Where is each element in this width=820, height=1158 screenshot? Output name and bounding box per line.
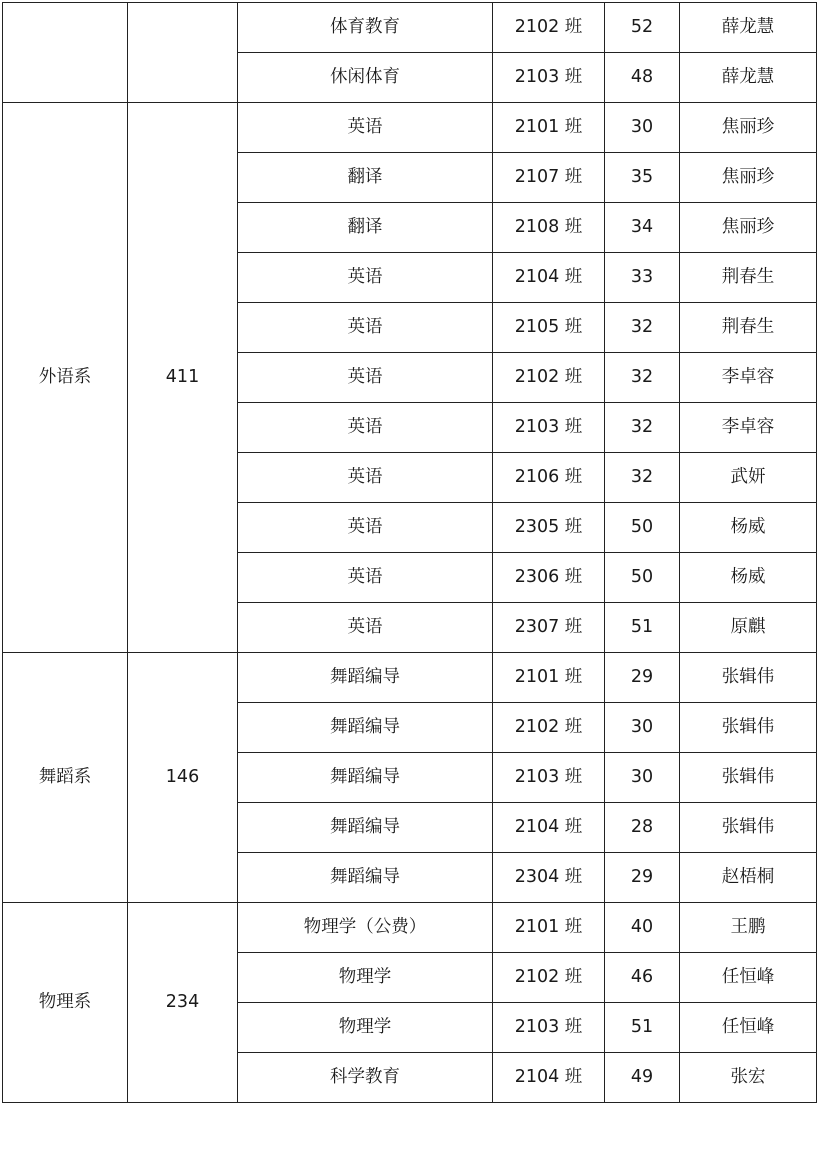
class-cell: 2104 班: [493, 1053, 605, 1103]
teacher-cell: 荆春生: [680, 303, 817, 353]
teacher-cell: 薛龙慧: [680, 3, 817, 53]
teacher-cell: 张宏: [680, 1053, 817, 1103]
student-count-cell: 28: [605, 803, 680, 853]
department-total-cell: 234: [128, 903, 238, 1103]
major-cell: 舞蹈编导: [238, 653, 493, 703]
teacher-cell: 荆春生: [680, 253, 817, 303]
student-count-cell: 34: [605, 203, 680, 253]
department-cell: 物理系: [3, 903, 128, 1103]
teacher-cell: 赵梧桐: [680, 853, 817, 903]
major-cell: 英语: [238, 303, 493, 353]
class-cell: 2105 班: [493, 303, 605, 353]
teacher-cell: 原麒: [680, 603, 817, 653]
student-count-cell: 32: [605, 353, 680, 403]
class-cell: 2307 班: [493, 603, 605, 653]
teacher-cell: 张辑伟: [680, 653, 817, 703]
department-cell: 舞蹈系: [3, 653, 128, 903]
department-total-cell: 411: [128, 103, 238, 653]
student-count-cell: 32: [605, 453, 680, 503]
student-count-cell: 33: [605, 253, 680, 303]
class-cell: 2103 班: [493, 53, 605, 103]
major-cell: 英语: [238, 353, 493, 403]
class-cell: 2102 班: [493, 353, 605, 403]
major-cell: 物理学: [238, 953, 493, 1003]
class-cell: 2108 班: [493, 203, 605, 253]
major-cell: 科学教育: [238, 1053, 493, 1103]
major-cell: 翻译: [238, 153, 493, 203]
class-cell: 2102 班: [493, 703, 605, 753]
student-count-cell: 51: [605, 603, 680, 653]
table-row: [3, 903, 817, 953]
department-total-cell: 146: [128, 653, 238, 903]
student-count-cell: 51: [605, 1003, 680, 1053]
student-count-cell: 29: [605, 653, 680, 703]
table-row: [3, 103, 817, 153]
student-count-cell: 35: [605, 153, 680, 203]
major-cell: 英语: [238, 453, 493, 503]
major-cell: 休闲体育: [238, 53, 493, 103]
major-cell: 英语: [238, 603, 493, 653]
teacher-cell: 张辑伟: [680, 703, 817, 753]
student-count-cell: 50: [605, 553, 680, 603]
teacher-cell: 李卓容: [680, 403, 817, 453]
student-count-cell: 46: [605, 953, 680, 1003]
major-cell: 舞蹈编导: [238, 753, 493, 803]
teacher-cell: 武妍: [680, 453, 817, 503]
student-count-cell: 40: [605, 903, 680, 953]
teacher-cell: 任恒峰: [680, 953, 817, 1003]
class-cell: 2101 班: [493, 653, 605, 703]
major-cell: 英语: [238, 503, 493, 553]
teacher-cell: 薛龙慧: [680, 53, 817, 103]
class-cell: 2103 班: [493, 753, 605, 803]
major-cell: 物理学: [238, 1003, 493, 1053]
major-cell: 英语: [238, 103, 493, 153]
teacher-cell: 焦丽珍: [680, 153, 817, 203]
class-cell: 2304 班: [493, 853, 605, 903]
teacher-cell: 杨威: [680, 553, 817, 603]
student-count-cell: 52: [605, 3, 680, 53]
teacher-cell: 杨威: [680, 503, 817, 553]
major-cell: 舞蹈编导: [238, 703, 493, 753]
roster-body: [3, 3, 817, 1103]
class-cell: 2107 班: [493, 153, 605, 203]
teacher-cell: 焦丽珍: [680, 203, 817, 253]
teacher-cell: 张辑伟: [680, 753, 817, 803]
student-count-cell: 32: [605, 403, 680, 453]
student-count-cell: 32: [605, 303, 680, 353]
department-total-cell: [128, 3, 238, 103]
class-cell: 2106 班: [493, 453, 605, 503]
class-cell: 2102 班: [493, 3, 605, 53]
class-cell: 2101 班: [493, 103, 605, 153]
major-cell: 翻译: [238, 203, 493, 253]
student-count-cell: 30: [605, 103, 680, 153]
department-cell: [3, 3, 128, 103]
major-cell: 物理学（公费）: [238, 903, 493, 953]
class-roster-table: [2, 2, 817, 1103]
student-count-cell: 49: [605, 1053, 680, 1103]
teacher-cell: 张辑伟: [680, 803, 817, 853]
major-cell: 体育教育: [238, 3, 493, 53]
teacher-cell: 王鹏: [680, 903, 817, 953]
major-cell: 英语: [238, 253, 493, 303]
class-cell: 2102 班: [493, 953, 605, 1003]
teacher-cell: 李卓容: [680, 353, 817, 403]
class-cell: 2104 班: [493, 253, 605, 303]
teacher-cell: 任恒峰: [680, 1003, 817, 1053]
class-cell: 2306 班: [493, 553, 605, 603]
teacher-cell: 焦丽珍: [680, 103, 817, 153]
class-cell: 2305 班: [493, 503, 605, 553]
student-count-cell: 30: [605, 753, 680, 803]
department-cell: 外语系: [3, 103, 128, 653]
major-cell: 舞蹈编导: [238, 803, 493, 853]
student-count-cell: 29: [605, 853, 680, 903]
student-count-cell: 48: [605, 53, 680, 103]
student-count-cell: 30: [605, 703, 680, 753]
student-count-cell: 50: [605, 503, 680, 553]
major-cell: 英语: [238, 553, 493, 603]
table-row: [3, 653, 817, 703]
table-row: [3, 3, 817, 53]
major-cell: 舞蹈编导: [238, 853, 493, 903]
class-cell: 2103 班: [493, 1003, 605, 1053]
class-cell: 2104 班: [493, 803, 605, 853]
class-cell: 2101 班: [493, 903, 605, 953]
class-cell: 2103 班: [493, 403, 605, 453]
major-cell: 英语: [238, 403, 493, 453]
